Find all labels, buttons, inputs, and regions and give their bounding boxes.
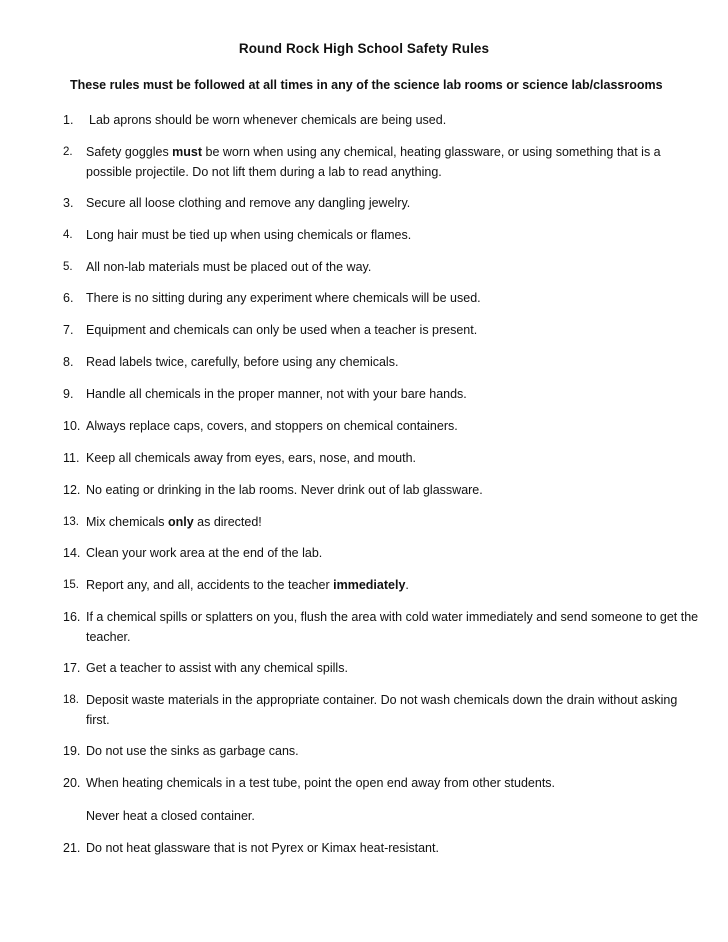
rule-text: Secure all loose clothing and remove any dangling jewelry. [86,196,411,210]
rule-item [63,838,703,858]
rule-text: Clean your work area at the end of the lab. [86,546,323,560]
rule-number: 15. [63,579,79,591]
rule-number: 6. [63,291,74,305]
page-title: Round Rock High School Safety Rules [238,41,490,56]
rule-number: 11. [63,451,80,465]
rule-text: Read labels twice, carefully, before using any chemicals. [86,355,399,369]
rule-text: Keep all chemicals away from eyes, ears, nose, and mouth. [86,451,417,465]
rule-item [63,480,703,500]
rule-number: 14. [63,546,81,560]
rule-item [63,741,703,761]
rule-item [63,690,703,730]
rule-item [63,658,703,678]
rule-text: Safety goggles must be worn when using any chemical, heating glassware, or using something that is a possible projectile. Do not lift them during a lab to read anything. [86,145,661,179]
rule-text: All non-lab materials must be placed out of the way. [86,260,372,274]
rule-item [63,575,703,595]
rule-text: Always replace caps, covers, and stoppers on chemical containers. [86,419,458,433]
rule-text: No eating or drinking in the lab rooms. Never drink out of lab glassware. [86,483,483,497]
rule-number: 21. [63,841,81,855]
rule-item [63,110,703,130]
rule-text: There is no sitting during any experiment where chemicals will be used. [86,291,481,305]
rule-number: 2. [63,146,73,158]
rule-item [63,416,703,436]
rule-number: 5. [63,261,73,273]
rule-number: 20. [63,776,81,790]
rule-text: Deposit waste materials in the appropriate container. Do not wash chemicals down the drain without asking first. [86,693,678,727]
rule-text: Long hair must be tied up when using chemicals or flames. [86,228,412,242]
rule-item [63,384,703,404]
rule-text: Get a teacher to assist with any chemical spills. [86,661,348,675]
rule-emphasis: must [172,145,203,159]
rule-item [63,225,703,245]
rule-20-note: Never heat a closed container. [86,809,255,823]
rule-number: 9. [63,387,74,401]
rule-text: When heating chemicals in a test tube, point the open end away from other students. [86,776,556,790]
rule-item [63,257,703,277]
rule-text: If a chemical spills or splatters on you, flush the area with cold water immediately and send someone to get the teacher. [86,610,699,644]
rule-item [63,142,703,182]
rule-item [63,352,703,372]
rule-text: Do not heat glassware that is not Pyrex or Kimax heat-resistant. [86,841,439,855]
rule-number: 12. [63,483,81,497]
rule-number: 4. [63,229,73,241]
rule-number: 16. [63,610,81,624]
rule-emphasis: immediately [333,578,406,592]
rule-item [63,320,703,340]
rule-number: 17. [63,661,81,675]
rule-item [63,543,703,563]
rule-number: 8. [63,355,74,369]
rule-item [63,193,703,213]
rule-text: Mix chemicals only as directed! [86,515,262,529]
rule-emphasis: only [167,515,194,529]
rule-item [63,288,703,308]
rule-number: 10. [63,419,81,433]
rule-item [63,607,703,647]
page-subtitle: These rules must be followed at all times in any of the science lab rooms or science lab/classrooms [70,78,663,92]
rule-number: 7. [63,323,74,337]
rule-number: 13. [63,516,79,528]
rule-text: Do not use the sinks as garbage cans. [86,744,299,758]
rule-text: Lab aprons should be worn whenever chemicals are being used. [89,113,447,127]
rule-text: Report any, and all, accidents to the teacher immediately. [86,578,409,592]
rule-text: Handle all chemicals in the proper manner, not with your bare hands. [86,387,467,401]
rule-number: 19. [63,744,81,758]
rule-item [63,448,703,468]
rule-number: 18. [63,694,79,706]
rule-text: Equipment and chemicals can only be used when a teacher is present. [86,323,478,337]
rule-number: 1. [63,113,74,127]
rule-item [63,773,703,793]
rule-item [63,512,703,532]
rule-number: 3. [63,196,74,210]
